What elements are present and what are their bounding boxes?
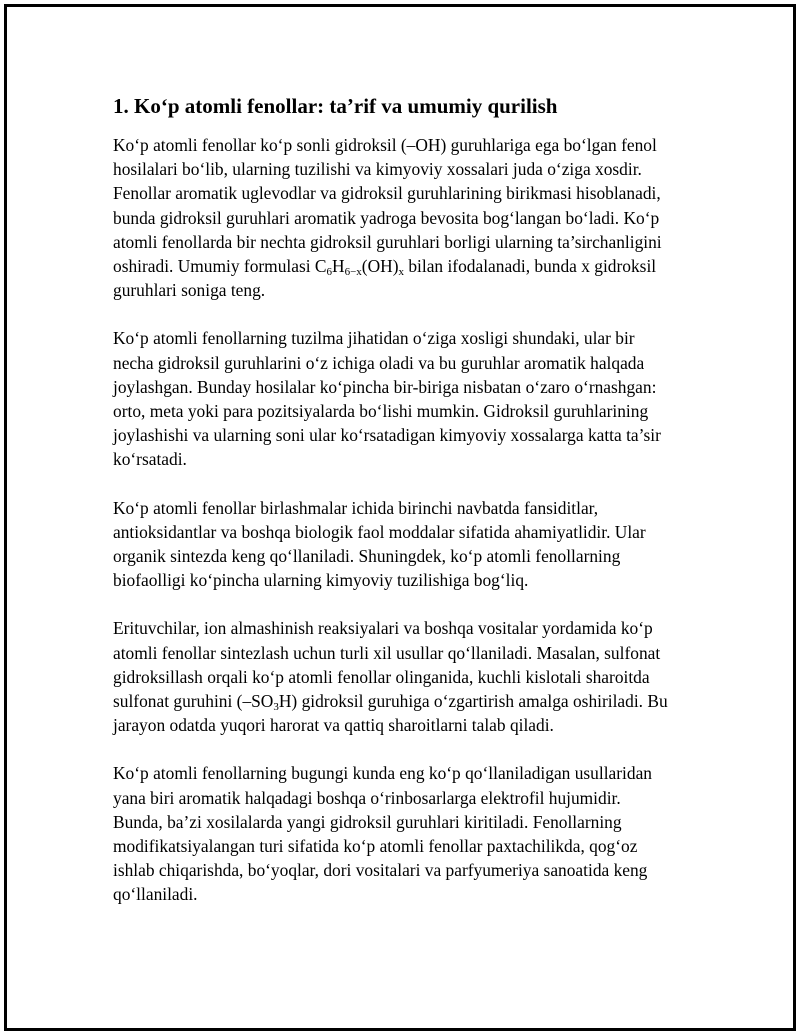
paragraph-5: Ko‘p atomli fenollarning bugungi kunda eng ko‘p qo‘llaniladigan usullaridan yana biri aromatik halqadagi boshqa o‘rinbosarlarga elektrofil hujumidir. Bunda, ba’zi xosilalarda yangi gidroksil guruhlari kiritiladi. Fenollarning modifikatsiyalangan turi sifatida ko‘p atomli fenollar paxtachilikda, qog‘oz ishlab chiqarishda, bo‘yoqlar, dori vositalari va parfyumeriya sanoatida keng qo‘llaniladi.: [113, 763, 652, 905]
paragraph-3: Ko‘p atomli fenollar birlashmalar ichida birinchi navbatda fansiditlar, antioksidantlar va boshqa biologik faol moddalar sifatida ahamiyatlidir. Ular organik sintezda keng qo‘llaniladi. Shuningdek, ko‘p atomli fenollarning biofaolligi ko‘pincha ularning kimyoviy tuzilishiga bog‘liq.: [113, 497, 646, 591]
section-heading: 1. Ko‘p atomli fenollar: ta’rif va umumiy qurilish: [113, 94, 558, 118]
paragraph-4-text: Erituvchilar, ion almashinish reaksiyalari va boshqa vositalar yordamida ko‘p atomli fenollar sintezlash uchun turli xil usullar qo‘llaniladi. Masalan, sulfonat gidroksillash orqali ko‘p atomli fenollar olinganida, kuchli kislotali sharoitda sulfonat guruhini (–SO: [113, 618, 661, 712]
so3-subscript: 3: [273, 701, 279, 714]
formula-h: H: [332, 256, 345, 277]
formula-c-subscript: 6: [326, 266, 333, 279]
paragraph-2: Ko‘p atomli fenollarning tuzilma jihatidan o‘ziga xosligi shundaki, ular bir necha gidroksil guruhlarini o‘z ichiga oladi va bu guruhlar aromatik halqada joylashgan. Bunday hosilalar ko‘pincha bir-biriga nisbatan o‘zaro o‘rnashgan: orto, meta yoki para pozitsiyalarda bo‘lishi mumkin. Gidroksil guruhlarining joylashishi va ularning soni ular ko‘rsatadigan kimyoviy xossalarga katta ta’sir ko‘rsatadi.: [113, 328, 661, 470]
paragraph-1-text: Ko‘p atomli fenollar ko‘p sonli gidroksil (–OH) guruhlariga ega bo‘lgan fenol hosilalari bo‘lib, ularning tuzilishi va kimyoviy xossalari juda o‘ziga xosdir. Fenollar aromatik uglevodlar va gidroksil guruhlarining birikmasi hisoblanadi, bunda gidroksil guruhlari aromatik yadroga bevosita bog‘langan bo‘ladi. Ko‘p atomli fenollarda bir nechta gidroksil guruhlari borligi ularning ta’sirchanligini oshiradi. Umumiy formulasi: [113, 135, 662, 277]
formula-h-subscript: 6−x: [344, 266, 362, 279]
paragraph-4-tail: H) gidroksil guruhiga o‘zgartirish amalga oshiriladi. Bu jarayon odatda yuqori harorat va qattiq sharoitlarni talab qiladi.: [113, 691, 668, 736]
paragraph-1-tail: bilan ifodalanadi, bunda x gidroksil guruhlari soniga teng.: [113, 256, 657, 301]
formula-c: C: [314, 256, 327, 277]
formula-oh: (OH): [361, 256, 399, 277]
paragraph-4: [113, 616, 673, 737]
paragraph-1: [113, 133, 673, 302]
document-body: [113, 93, 673, 931]
formula-oh-subscript: x: [398, 266, 404, 279]
